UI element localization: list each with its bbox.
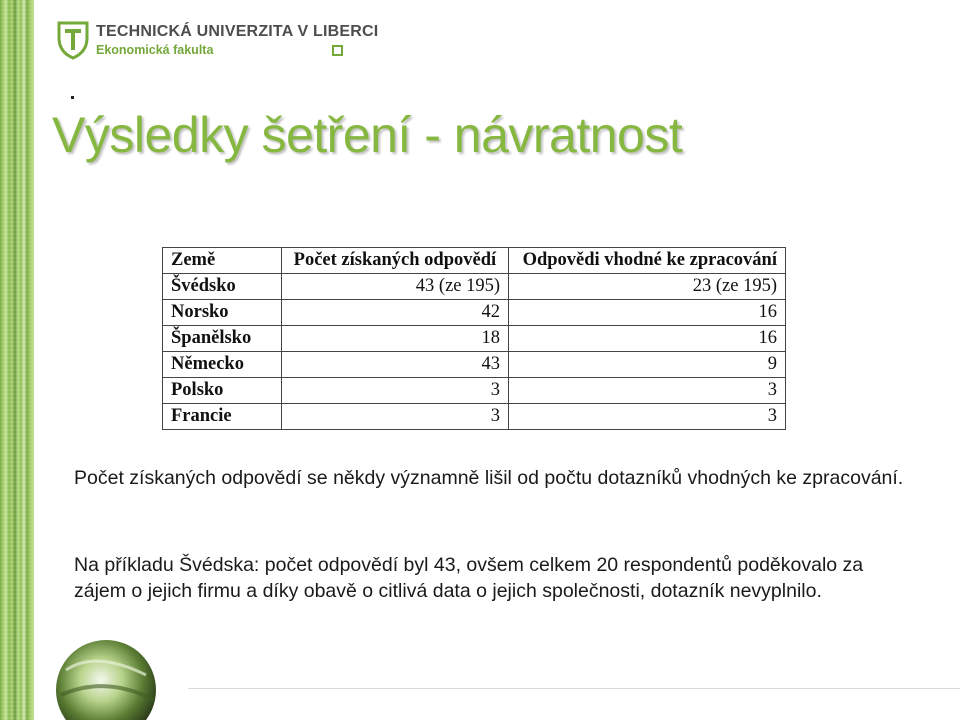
- cell-usable: 3: [509, 404, 786, 430]
- cell-received: 18: [281, 326, 508, 352]
- cell-usable: 16: [509, 300, 786, 326]
- cell-usable: 23 (ze 195): [509, 274, 786, 300]
- results-table: [162, 247, 786, 430]
- table-row: [163, 352, 786, 378]
- faculty-name: Ekonomická fakulta: [96, 43, 214, 57]
- table-row: [163, 300, 786, 326]
- square-icon: [332, 45, 343, 56]
- decorative-globe-image: [36, 630, 186, 720]
- cell-usable: 3: [509, 378, 786, 404]
- table-header-row: [163, 248, 786, 274]
- header-country: Země: [163, 248, 282, 274]
- table-row: [163, 404, 786, 430]
- university-logo: [56, 20, 379, 62]
- cell-received: 42: [281, 300, 508, 326]
- cell-country: Španělsko: [163, 326, 282, 352]
- paragraph-sweden-example: Na příkladu Švédska: počet odpovědí byl 43, ovšem celkem 20 respondentů poděkovalo za zájem o jejich firmu a díky obavě o citlivá data o jejich společnosti, dotazník nevyplnilo.: [74, 554, 864, 602]
- cell-received: 43 (ze 195): [281, 274, 508, 300]
- university-name: TECHNICKÁ UNIVERZITA V LIBERCI: [96, 23, 379, 40]
- page-title: Výsledky šetření - návratnost: [52, 107, 683, 163]
- cell-country: Francie: [163, 404, 282, 430]
- cell-usable: 16: [509, 326, 786, 352]
- university-logo-icon: [56, 20, 90, 60]
- decorative-side-stripe: [0, 0, 34, 720]
- cell-country: Švédsko: [163, 274, 282, 300]
- table-row: [163, 326, 786, 352]
- header-received: Počet získaných odpovědí: [281, 248, 508, 274]
- cell-country: Polsko: [163, 378, 282, 404]
- cell-country: Německo: [163, 352, 282, 378]
- footer-divider: [188, 688, 960, 689]
- cell-usable: 9: [509, 352, 786, 378]
- cell-received: 3: [281, 404, 508, 430]
- cell-country: Norsko: [163, 300, 282, 326]
- cell-received: 43: [281, 352, 508, 378]
- paragraph-response-difference: Počet získaných odpovědí se někdy významně lišil od počtu dotazníků vhodných ke zpracování.: [74, 467, 904, 489]
- header-usable: Odpovědi vhodné ke zpracování: [509, 248, 786, 274]
- bullet-dot: [71, 96, 74, 99]
- table-row: [163, 378, 786, 404]
- table-row: [163, 274, 786, 300]
- cell-received: 3: [281, 378, 508, 404]
